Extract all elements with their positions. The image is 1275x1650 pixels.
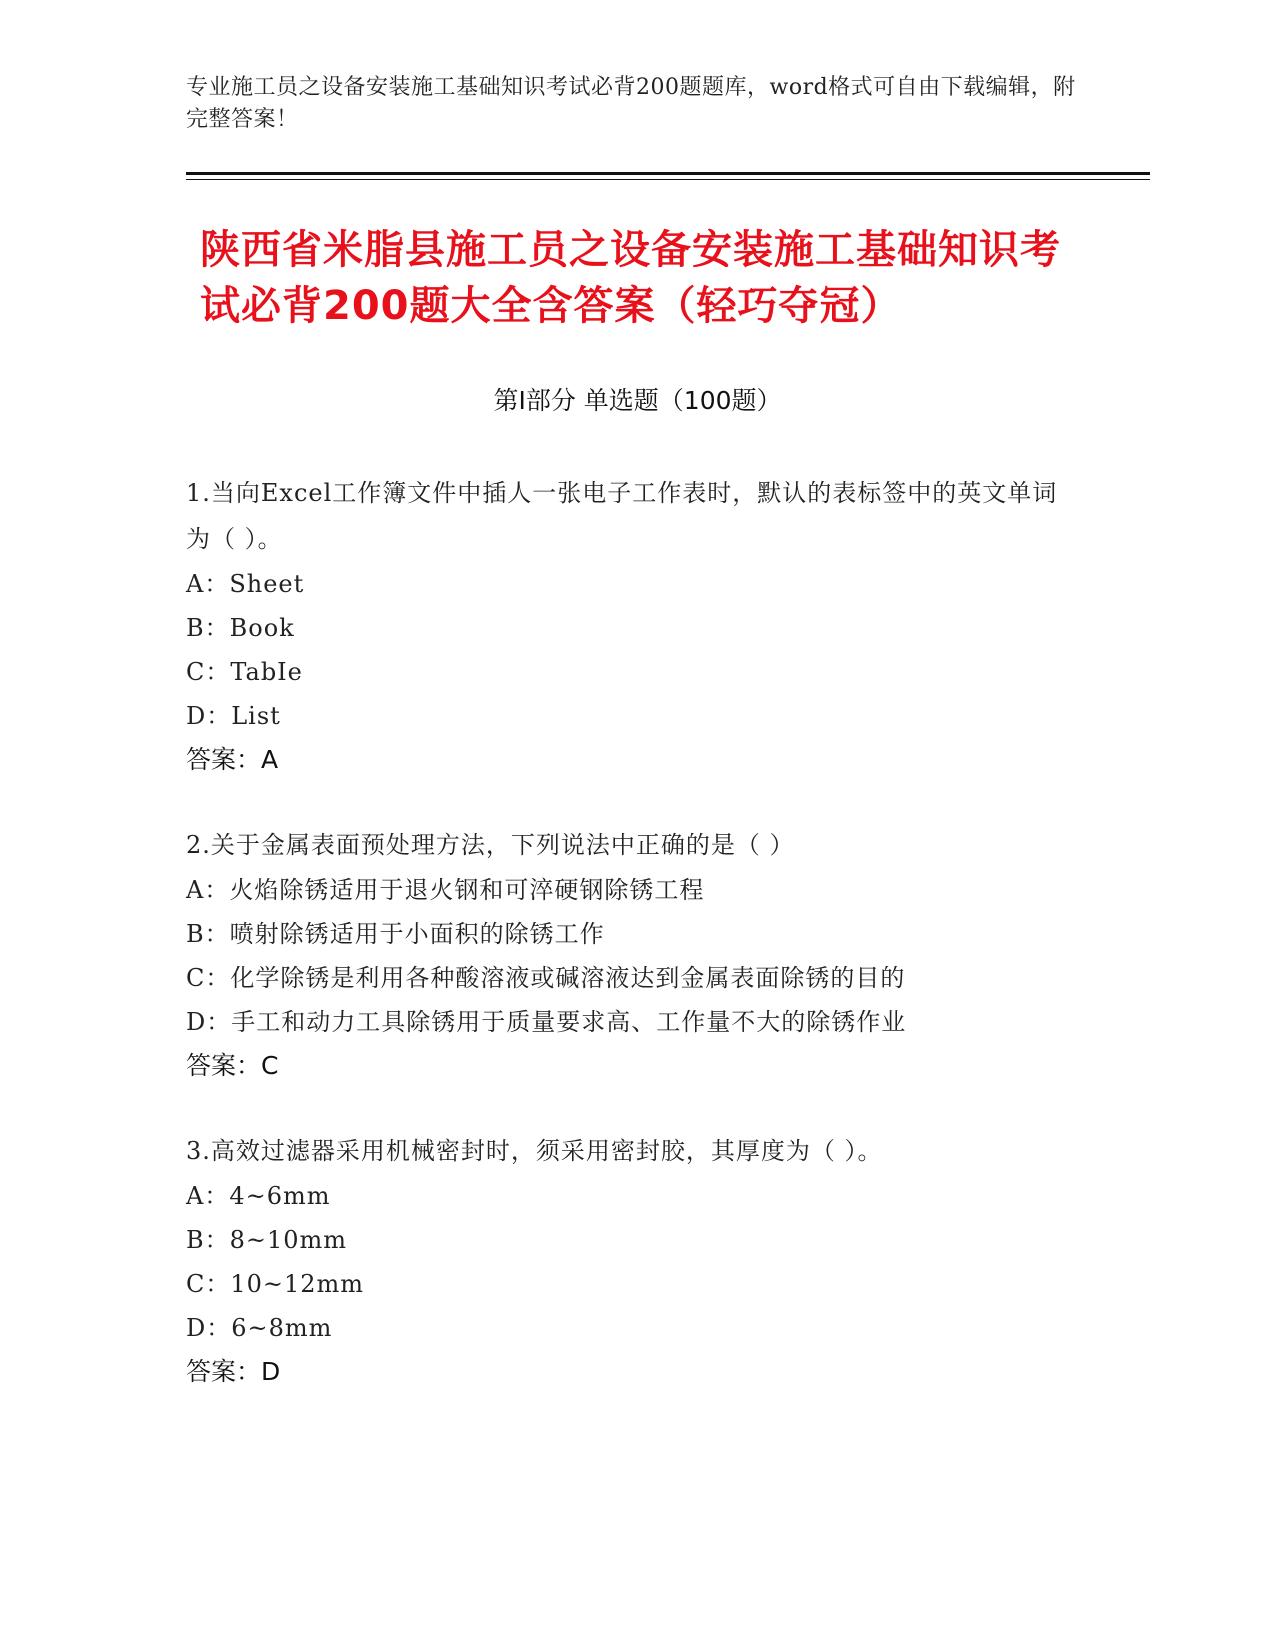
option-a: A：火焰除锈适用于退火钢和可淬硬钢除锈工程 xyxy=(186,876,705,904)
option-c: C：TabIe xyxy=(186,658,303,686)
header-rule-thick xyxy=(186,172,1150,175)
option-a: A：Sheet xyxy=(186,570,305,598)
question-stem: 3.高效过滤器采用机械密封时，须采用密封胶，其厚度为（ ）。 xyxy=(186,1137,883,1165)
option-d: D：6~8mm xyxy=(186,1314,333,1342)
document-title: 陕西省米脂县施工员之设备安装施工基础知识考试必背200题大全含答案（轻巧夺冠） xyxy=(200,227,1061,329)
header-note: 专业施工员之设备安装施工基础知识考试必背200题题库，word格式可自由下载编辑，附完整答案！ xyxy=(186,75,1076,132)
option-b: B：Book xyxy=(186,614,295,642)
question-1 xyxy=(186,470,1066,782)
answer: 答案：D xyxy=(186,1357,281,1386)
option-a: A：4~6mm xyxy=(186,1182,331,1210)
option-d: D：手工和动力工具除锈用于质量要求高、工作量不大的除锈作业 xyxy=(186,1008,907,1036)
header-rule-thin xyxy=(186,179,1150,180)
option-b: B：喷射除锈适用于小面积的除锈工作 xyxy=(186,920,605,948)
answer: 答案：C xyxy=(186,1051,279,1080)
question-3 xyxy=(186,1128,1066,1394)
option-c: C：化学除锈是利用各种酸溶液或碱溶液达到金属表面除锈的目的 xyxy=(186,964,906,992)
question-stem: 2.关于金属表面预处理方法，下列说法中正确的是（ ） xyxy=(186,831,795,859)
question-stem: 1.当向Excel工作簿文件中插人一张电子工作表时，默认的表标签中的英文单词为（ ）。 xyxy=(186,479,1058,553)
question-2 xyxy=(186,822,1066,1088)
section-title: 第I部分 单选题（100题） xyxy=(493,386,782,415)
answer: 答案：A xyxy=(186,745,279,774)
question-list xyxy=(186,470,1066,1434)
option-c: C：10~12mm xyxy=(186,1270,365,1298)
option-b: B：8~10mm xyxy=(186,1226,348,1254)
option-d: D：List xyxy=(186,702,281,730)
